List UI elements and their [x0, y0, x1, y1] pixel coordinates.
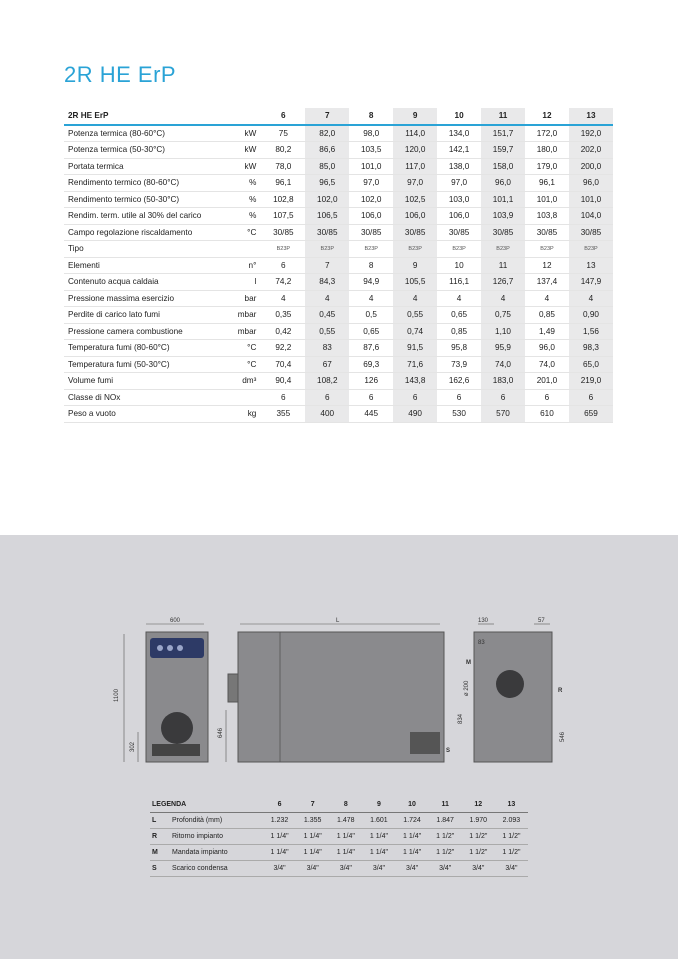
spec-header-model: 2R HE ErP	[64, 108, 235, 125]
spec-value: 30/85	[569, 224, 613, 241]
spec-unit: mbar	[235, 323, 262, 340]
legend-header-12: 12	[462, 797, 495, 813]
spec-label: Pressione massima esercizio	[64, 290, 235, 307]
legend-value: 3/4"	[495, 861, 528, 877]
spec-value: 87,6	[349, 340, 393, 357]
spec-label: Potenza termica (80-60°C)	[64, 125, 235, 142]
spec-unit: °C	[235, 356, 262, 373]
spec-row	[64, 340, 613, 357]
spec-row	[64, 191, 613, 208]
spec-label: Pressione camera combustione	[64, 323, 235, 340]
legend-value: 1 1/4"	[329, 845, 362, 861]
spec-value: B23P	[437, 241, 481, 258]
spec-label: Campo regolazione riscaldamento	[64, 224, 235, 241]
spec-value: 82,0	[305, 125, 349, 142]
spec-unit: kW	[235, 142, 262, 159]
legend-header-11: 11	[429, 797, 462, 813]
spec-value: 0,85	[437, 323, 481, 340]
spec-value: 117,0	[393, 158, 437, 175]
spec-value: 12	[525, 257, 569, 274]
spec-label: Portata termica	[64, 158, 235, 175]
spec-value: 10	[437, 257, 481, 274]
legend-value: 1.601	[362, 813, 395, 829]
legend-value: 3/4"	[396, 861, 429, 877]
spec-unit	[235, 389, 262, 406]
spec-value: 85,0	[305, 158, 349, 175]
spec-row	[64, 323, 613, 340]
spec-label: Temperatura fumi (80-60°C)	[64, 340, 235, 357]
legend-row	[150, 829, 528, 845]
spec-value: 95,9	[481, 340, 525, 357]
spec-unit: %	[235, 175, 262, 192]
spec-label: Rendimento termico (50-30°C)	[64, 191, 235, 208]
spec-value: 108,2	[305, 373, 349, 390]
spec-header-row	[64, 108, 613, 125]
spec-value: 4	[481, 290, 525, 307]
spec-value: 94,9	[349, 274, 393, 291]
spec-value: 98,3	[569, 340, 613, 357]
spec-value: 126	[349, 373, 393, 390]
spec-value: 97,0	[349, 175, 393, 192]
spec-header-11: 11	[481, 108, 525, 125]
spec-value: 126,7	[481, 274, 525, 291]
spec-label: Elementi	[64, 257, 235, 274]
spec-row	[64, 389, 613, 406]
spec-value: 0,42	[261, 323, 305, 340]
legend-value: 3/4"	[296, 861, 329, 877]
spec-value: 183,0	[481, 373, 525, 390]
spec-value: B23P	[525, 241, 569, 258]
spec-value: 0,65	[437, 307, 481, 324]
spec-value: 7	[305, 257, 349, 274]
dim-front-width: 600	[170, 618, 181, 624]
spec-value: 102,0	[349, 191, 393, 208]
spec-value: 201,0	[525, 373, 569, 390]
spec-value: 490	[393, 406, 437, 423]
spec-value: 445	[349, 406, 393, 423]
spec-value: 90,4	[261, 373, 305, 390]
spec-value: 400	[305, 406, 349, 423]
spec-header-7: 7	[305, 108, 349, 125]
spec-value: 610	[525, 406, 569, 423]
spec-label: Perdite di carico lato fumi	[64, 307, 235, 324]
dim-rear-83: 83	[478, 640, 485, 646]
spec-value: 97,0	[393, 175, 437, 192]
legend-value: 1.478	[329, 813, 362, 829]
spec-value: 0,5	[349, 307, 393, 324]
spec-body	[64, 125, 613, 423]
spec-unit: n°	[235, 257, 262, 274]
dim-rear-200: ø 200	[464, 680, 470, 696]
spec-value: 142,1	[437, 142, 481, 159]
spec-value: 30/85	[525, 224, 569, 241]
spec-label: Contenuto acqua caldaia	[64, 274, 235, 291]
spec-unit: bar	[235, 290, 262, 307]
spec-value: 101,0	[349, 158, 393, 175]
legend-label: Mandata impianto	[171, 845, 263, 861]
spec-value: 219,0	[569, 373, 613, 390]
spec-value: 106,0	[437, 208, 481, 225]
spec-value: 105,5	[393, 274, 437, 291]
legend-value: 1.232	[263, 813, 296, 829]
spec-row	[64, 290, 613, 307]
spec-row	[64, 175, 613, 192]
spec-value: 11	[481, 257, 525, 274]
spec-label: Classe di NOx	[64, 389, 235, 406]
spec-value: 162,6	[437, 373, 481, 390]
spec-value: 30/85	[349, 224, 393, 241]
spec-label: Rendim. term. utile al 30% del carico	[64, 208, 235, 225]
legend-value: 3/4"	[362, 861, 395, 877]
spec-value: 6	[349, 389, 393, 406]
spec-value: 659	[569, 406, 613, 423]
spec-value: 4	[569, 290, 613, 307]
spec-value: 192,0	[569, 125, 613, 142]
spec-value: 103,8	[525, 208, 569, 225]
spec-unit: %	[235, 191, 262, 208]
spec-value: 96,1	[261, 175, 305, 192]
spec-value: 67	[305, 356, 349, 373]
spec-value: 6	[261, 257, 305, 274]
legend-value: 1 1/4"	[362, 829, 395, 845]
spec-value: 137,4	[525, 274, 569, 291]
spec-value: 103,0	[437, 191, 481, 208]
spec-row	[64, 406, 613, 423]
spec-header-6: 6	[261, 108, 305, 125]
spec-value: 179,0	[525, 158, 569, 175]
legend-value: 1.847	[429, 813, 462, 829]
legend-row	[150, 861, 528, 877]
spec-value: 0,55	[393, 307, 437, 324]
spec-row	[64, 257, 613, 274]
spec-value: 71,6	[393, 356, 437, 373]
dim-front-height: 1100	[114, 689, 120, 702]
spec-row	[64, 125, 613, 142]
spec-unit: °C	[235, 340, 262, 357]
spec-value: 65,0	[569, 356, 613, 373]
legend-body	[150, 813, 528, 877]
spec-value: 30/85	[481, 224, 525, 241]
legend-value: 1 1/4"	[362, 845, 395, 861]
spec-value: 101,0	[525, 191, 569, 208]
spec-value: 147,9	[569, 274, 613, 291]
spec-value: 92,2	[261, 340, 305, 357]
spec-header-9: 9	[393, 108, 437, 125]
spec-value: 91,5	[393, 340, 437, 357]
spec-value: 570	[481, 406, 525, 423]
spec-value: 96,0	[569, 175, 613, 192]
spec-header-unit	[235, 108, 262, 125]
spec-value: 4	[305, 290, 349, 307]
spec-header-12: 12	[525, 108, 569, 125]
spec-value: 6	[525, 389, 569, 406]
legend-value: 1 1/2"	[495, 845, 528, 861]
dim-length-L: L	[336, 618, 340, 624]
legend-label: Ritorno impianto	[171, 829, 263, 845]
spec-value: 106,0	[393, 208, 437, 225]
spec-value: 116,1	[437, 274, 481, 291]
legend-key: L	[150, 813, 171, 829]
legend-value: 1 1/4"	[296, 829, 329, 845]
legend-value: 1 1/4"	[396, 845, 429, 861]
spec-value: 106,0	[349, 208, 393, 225]
spec-label: Potenza termica (50-30°C)	[64, 142, 235, 159]
legend-header-row	[150, 797, 528, 813]
spec-row	[64, 158, 613, 175]
spec-value: 75	[261, 125, 305, 142]
spec-row	[64, 356, 613, 373]
spec-value: 1,10	[481, 323, 525, 340]
spec-value: 1,56	[569, 323, 613, 340]
spec-value: 6	[261, 389, 305, 406]
legend-value: 1 1/4"	[263, 829, 296, 845]
spec-value: 101,0	[569, 191, 613, 208]
spec-label: Tipo	[64, 241, 235, 258]
legend-key: R	[150, 829, 171, 845]
legend-header-9: 9	[362, 797, 395, 813]
spec-header-8: 8	[349, 108, 393, 125]
dim-front-base: 302	[130, 741, 136, 752]
spec-label: Temperatura fumi (50-30°C)	[64, 356, 235, 373]
spec-value: 0,74	[393, 323, 437, 340]
legend-header-6: 6	[263, 797, 296, 813]
spec-value: 0,85	[525, 307, 569, 324]
spec-value: 114,0	[393, 125, 437, 142]
label-S: S	[446, 748, 451, 754]
spec-value: 96,0	[525, 340, 569, 357]
spec-value: 138,0	[437, 158, 481, 175]
spec-value: 158,0	[481, 158, 525, 175]
legend-value: 1 1/4"	[396, 829, 429, 845]
page-title: 2R HE ErP	[64, 62, 177, 87]
spec-value: 86,6	[305, 142, 349, 159]
spec-value: 6	[393, 389, 437, 406]
spec-value: 159,7	[481, 142, 525, 159]
spec-value: 0,35	[261, 307, 305, 324]
spec-value: 1,49	[525, 323, 569, 340]
spec-value: 9	[393, 257, 437, 274]
dim-rear-546: 546	[560, 731, 566, 742]
label-M: M	[466, 660, 471, 666]
spec-value: B23P	[481, 241, 525, 258]
spec-row	[64, 373, 613, 390]
spec-value: 120,0	[393, 142, 437, 159]
spec-value: 69,3	[349, 356, 393, 373]
dim-rear-834: 834	[458, 713, 464, 724]
spec-row	[64, 241, 613, 258]
legend-key: S	[150, 861, 171, 877]
legend-label: Profondità (mm)	[171, 813, 263, 829]
spec-value: 6	[481, 389, 525, 406]
spec-value: 96,1	[525, 175, 569, 192]
dim-rear-57: 57	[538, 618, 545, 624]
spec-value: 101,1	[481, 191, 525, 208]
spec-table	[64, 108, 613, 423]
spec-value: 30/85	[261, 224, 305, 241]
spec-value: 4	[437, 290, 481, 307]
spec-value: 103,9	[481, 208, 525, 225]
spec-value: 13	[569, 257, 613, 274]
spec-value: 180,0	[525, 142, 569, 159]
spec-row	[64, 142, 613, 159]
spec-value: 355	[261, 406, 305, 423]
spec-value: 103,5	[349, 142, 393, 159]
spec-value: 151,7	[481, 125, 525, 142]
legend-value: 1 1/2"	[462, 829, 495, 845]
spec-value: 6	[569, 389, 613, 406]
spec-value: 4	[525, 290, 569, 307]
spec-label: Peso a vuoto	[64, 406, 235, 423]
legend-header-8: 8	[329, 797, 362, 813]
spec-value: 143,8	[393, 373, 437, 390]
front-view	[114, 618, 208, 762]
legend-header-10: 10	[396, 797, 429, 813]
spec-value: 102,8	[261, 191, 305, 208]
spec-value: 0,65	[349, 323, 393, 340]
legend-value: 3/4"	[429, 861, 462, 877]
spec-value: 96,0	[481, 175, 525, 192]
spec-value: B23P	[569, 241, 613, 258]
spec-header-13: 13	[569, 108, 613, 125]
legend-value: 1.355	[296, 813, 329, 829]
legend-header-7: 7	[296, 797, 329, 813]
spec-row	[64, 224, 613, 241]
spec-unit: l	[235, 274, 262, 291]
spec-value: B23P	[261, 241, 305, 258]
legend-value: 1.970	[462, 813, 495, 829]
dim-rear-130: 130	[478, 618, 489, 624]
side-view	[218, 618, 450, 762]
spec-value: 0,45	[305, 307, 349, 324]
spec-value: 134,0	[437, 125, 481, 142]
spec-value: 530	[437, 406, 481, 423]
legend-value: 1 1/4"	[329, 829, 362, 845]
spec-unit: kW	[235, 125, 262, 142]
legend-row	[150, 813, 528, 829]
spec-value: 4	[393, 290, 437, 307]
spec-value: B23P	[393, 241, 437, 258]
burner-icon	[161, 712, 193, 744]
legend-value: 1 1/2"	[429, 829, 462, 845]
label-R: R	[558, 688, 563, 694]
spec-value: 104,0	[569, 208, 613, 225]
spec-value: B23P	[305, 241, 349, 258]
spec-value: 70,4	[261, 356, 305, 373]
spec-value: 95,8	[437, 340, 481, 357]
spec-value: 8	[349, 257, 393, 274]
spec-value: 102,5	[393, 191, 437, 208]
spec-value: 0,90	[569, 307, 613, 324]
spec-value: 172,0	[525, 125, 569, 142]
spec-unit: °C	[235, 224, 262, 241]
spec-value: 102,0	[305, 191, 349, 208]
spec-value: 4	[349, 290, 393, 307]
spec-row	[64, 274, 613, 291]
spec-value: 30/85	[305, 224, 349, 241]
legend-key: M	[150, 845, 171, 861]
spec-value: 0,75	[481, 307, 525, 324]
spec-label: Volume fumi	[64, 373, 235, 390]
legend-row	[150, 845, 528, 861]
spec-value: 74,0	[481, 356, 525, 373]
legend-value: 1.724	[396, 813, 429, 829]
legend-value: 3/4"	[462, 861, 495, 877]
spec-value: 6	[305, 389, 349, 406]
spec-label: Rendimento termico (80-60°C)	[64, 175, 235, 192]
spec-unit: dm³	[235, 373, 262, 390]
legend-value: 2.093	[495, 813, 528, 829]
spec-value: 83	[305, 340, 349, 357]
legend-label: Scarico condensa	[171, 861, 263, 877]
spec-value: 200,0	[569, 158, 613, 175]
spec-value: 78,0	[261, 158, 305, 175]
legend-value: 1 1/4"	[296, 845, 329, 861]
spec-value: 84,3	[305, 274, 349, 291]
spec-value: B23P	[349, 241, 393, 258]
rear-view	[458, 618, 566, 762]
legend-value: 3/4"	[329, 861, 362, 877]
spec-row	[64, 307, 613, 324]
spec-value: 30/85	[437, 224, 481, 241]
spec-unit: kg	[235, 406, 262, 423]
spec-value: 106,5	[305, 208, 349, 225]
spec-header-10: 10	[437, 108, 481, 125]
legend-value: 1 1/2"	[462, 845, 495, 861]
spec-value: 97,0	[437, 175, 481, 192]
spec-unit	[235, 241, 262, 258]
legend-value: 3/4"	[263, 861, 296, 877]
flue-outlet-icon	[496, 670, 524, 698]
legend-value: 1 1/4"	[263, 845, 296, 861]
boiler-dimension-drawing	[110, 612, 580, 782]
spec-value: 73,9	[437, 356, 481, 373]
spec-value: 4	[261, 290, 305, 307]
legend-value: 1 1/2"	[429, 845, 462, 861]
legend-title: LEGENDA	[150, 797, 263, 813]
spec-value: 74,2	[261, 274, 305, 291]
spec-value: 96,5	[305, 175, 349, 192]
dim-side-height: 646	[218, 727, 224, 738]
spec-unit: mbar	[235, 307, 262, 324]
spec-value: 80,2	[261, 142, 305, 159]
spec-row	[64, 208, 613, 225]
spec-value: 107,5	[261, 208, 305, 225]
spec-value: 74,0	[525, 356, 569, 373]
spec-value: 6	[437, 389, 481, 406]
spec-unit: kW	[235, 158, 262, 175]
legend-header-13: 13	[495, 797, 528, 813]
legend-table	[150, 797, 528, 877]
spec-unit: %	[235, 208, 262, 225]
spec-value: 98,0	[349, 125, 393, 142]
legend-value: 1 1/2"	[495, 829, 528, 845]
spec-value: 30/85	[393, 224, 437, 241]
spec-value: 0,55	[305, 323, 349, 340]
spec-value: 202,0	[569, 142, 613, 159]
